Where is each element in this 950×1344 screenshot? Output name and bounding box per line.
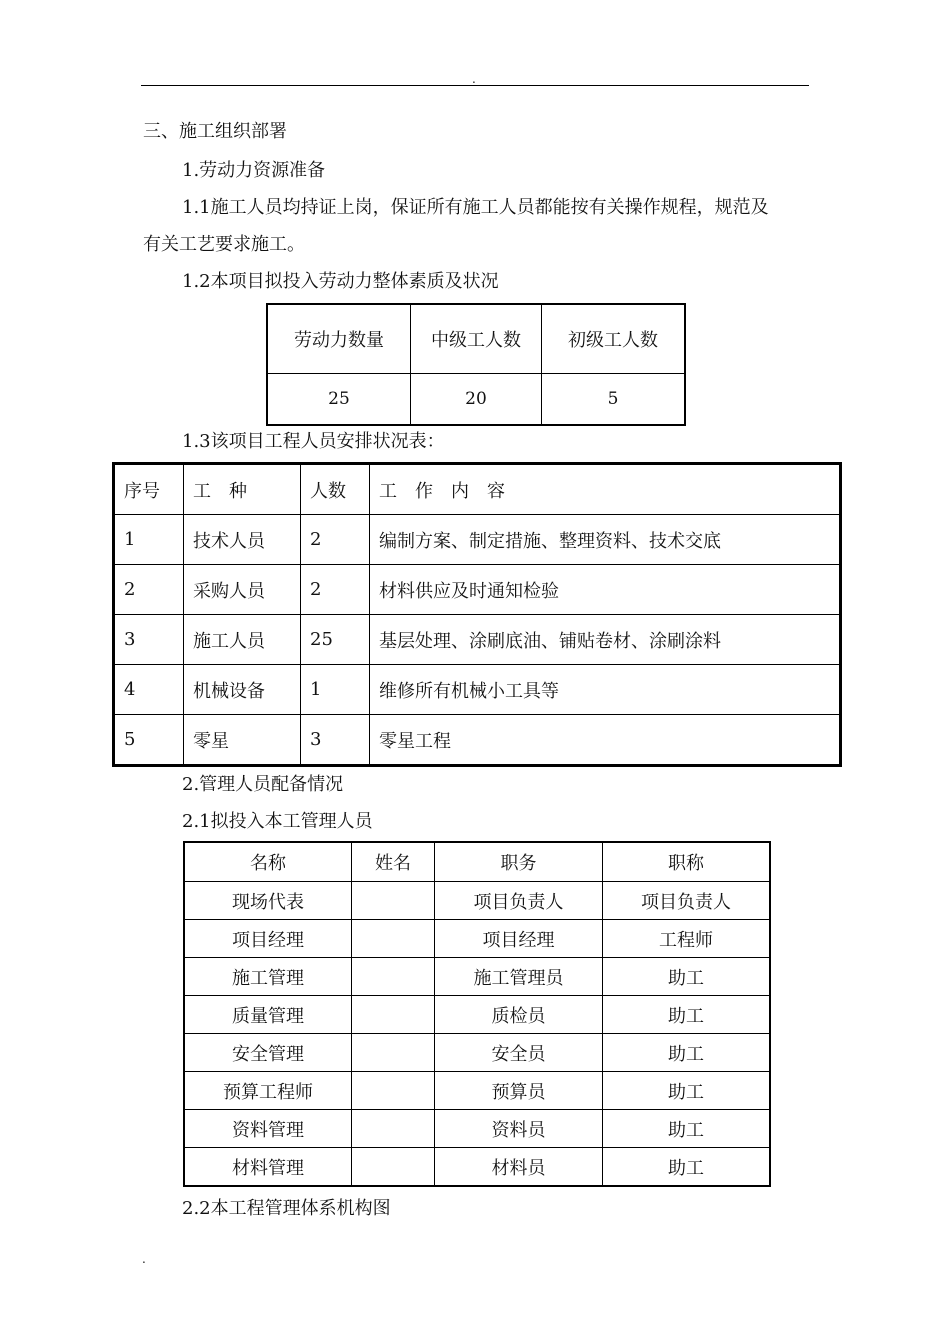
mgmt-header-cell: 姓名 [352,842,435,882]
paragraph-1-1-line1: 1.1施工人员均持证上岗，保证所有施工人员都能按有关操作规程，规范及 [182,197,769,218]
staff-cell: 机械设备 [184,665,301,715]
staff-cell: 基层处理、涂刷底油、铺贴卷材、涂刷涂料 [370,615,841,665]
table-row [114,615,841,665]
table-row [114,665,841,715]
mgmt-cell: 项目经理 [435,920,603,958]
mgmt-cell: 工程师 [603,920,771,958]
staff-cell: 零星 [184,715,301,766]
labor-header-cell: 劳动力数量 [267,304,411,374]
staff-cell: 材料供应及时通知检验 [370,565,841,615]
mgmt-cell: 项目负责人 [435,882,603,920]
mgmt-cell: 材料管理 [184,1148,352,1187]
labor-table-value-row [267,374,685,426]
mgmt-cell: 资料管理 [184,1110,352,1148]
staff-cell: 3 [114,615,184,665]
table-row [114,565,841,615]
staff-cell: 2 [114,565,184,615]
staff-cell: 2 [301,565,370,615]
mgmt-header-cell: 职务 [435,842,603,882]
header-dot: . [472,72,476,86]
labor-header-cell: 中级工人数 [411,304,542,374]
mgmt-cell: 现场代表 [184,882,352,920]
mgmt-cell: 预算工程师 [184,1072,352,1110]
staff-cell: 施工人员 [184,615,301,665]
mgmt-cell: 助工 [603,1110,771,1148]
mgmt-header-cell: 职称 [603,842,771,882]
paragraph-2: 2.管理人员配备情况 [182,774,344,795]
mgmt-cell [352,920,435,958]
staff-cell: 4 [114,665,184,715]
staff-cell: 1 [301,665,370,715]
mgmt-cell: 施工管理 [184,958,352,996]
mgmt-cell [352,996,435,1034]
mgmt-cell: 施工管理员 [435,958,603,996]
table-row [184,882,770,920]
mgmt-cell: 安全管理 [184,1034,352,1072]
staff-cell: 编制方案、制定措施、整理资料、技术交底 [370,515,841,565]
staff-table [112,462,842,767]
staff-cell: 5 [114,715,184,766]
table-row [184,996,770,1034]
staff-cell: 25 [301,615,370,665]
staff-cell: 零星工程 [370,715,841,766]
paragraph-1-3: 1.3该项目工程人员安排状况表： [182,431,445,452]
header-rule [141,85,809,86]
mgmt-cell: 项目经理 [184,920,352,958]
mgmt-cell: 助工 [603,1148,771,1187]
labor-header-cell: 初级工人数 [542,304,686,374]
mgmt-cell [352,1148,435,1187]
mgmt-cell: 材料员 [435,1148,603,1187]
table-row [184,1072,770,1110]
mgmt-cell: 助工 [603,1072,771,1110]
mgmt-cell [352,882,435,920]
table-row [184,1110,770,1148]
management-table-header-row [184,842,770,882]
mgmt-cell: 助工 [603,996,771,1034]
paragraph-labor-resources: 1.劳动力资源准备 [182,160,326,181]
table-row [184,1148,770,1187]
staff-cell: 2 [301,515,370,565]
labor-value-cell: 5 [542,374,686,426]
labor-value-cell: 25 [267,374,411,426]
labor-value-cell: 20 [411,374,542,426]
mgmt-cell: 质量管理 [184,996,352,1034]
staff-header-cell: 工 作 内 容 [370,464,841,515]
staff-header-cell: 工 种 [184,464,301,515]
mgmt-cell [352,1034,435,1072]
mgmt-header-cell: 名称 [184,842,352,882]
mgmt-cell: 项目负责人 [603,882,771,920]
mgmt-cell: 资料员 [435,1110,603,1148]
staff-cell: 技术人员 [184,515,301,565]
mgmt-cell [352,958,435,996]
paragraph-2-2: 2.2本工程管理体系机构图 [182,1198,391,1219]
table-row [184,920,770,958]
staff-header-cell: 序号 [114,464,184,515]
table-row [184,1034,770,1072]
mgmt-cell [352,1110,435,1148]
paragraph-1-2: 1.2本项目拟投入劳动力整体素质及状况 [182,271,499,292]
mgmt-cell: 预算员 [435,1072,603,1110]
paragraph-1-1-line2: 有关工艺要求施工。 [143,234,305,255]
footer-dot: . [142,1252,146,1266]
labor-table-header-row [267,304,685,374]
staff-cell: 维修所有机械小工具等 [370,665,841,715]
mgmt-cell: 助工 [603,958,771,996]
mgmt-cell: 质检员 [435,996,603,1034]
mgmt-cell [352,1072,435,1110]
table-row [184,958,770,996]
management-table [183,841,771,1187]
mgmt-cell: 安全员 [435,1034,603,1072]
staff-cell: 3 [301,715,370,766]
staff-cell: 1 [114,515,184,565]
table-row [114,515,841,565]
paragraph-2-1: 2.1拟投入本工管理人员 [182,811,373,832]
section-title: 三、施工组织部署 [143,121,287,142]
staff-header-cell: 人数 [301,464,370,515]
staff-table-header-row [114,464,841,515]
mgmt-cell: 助工 [603,1034,771,1072]
table-row [114,715,841,766]
staff-cell: 采购人员 [184,565,301,615]
labor-table [266,303,686,426]
